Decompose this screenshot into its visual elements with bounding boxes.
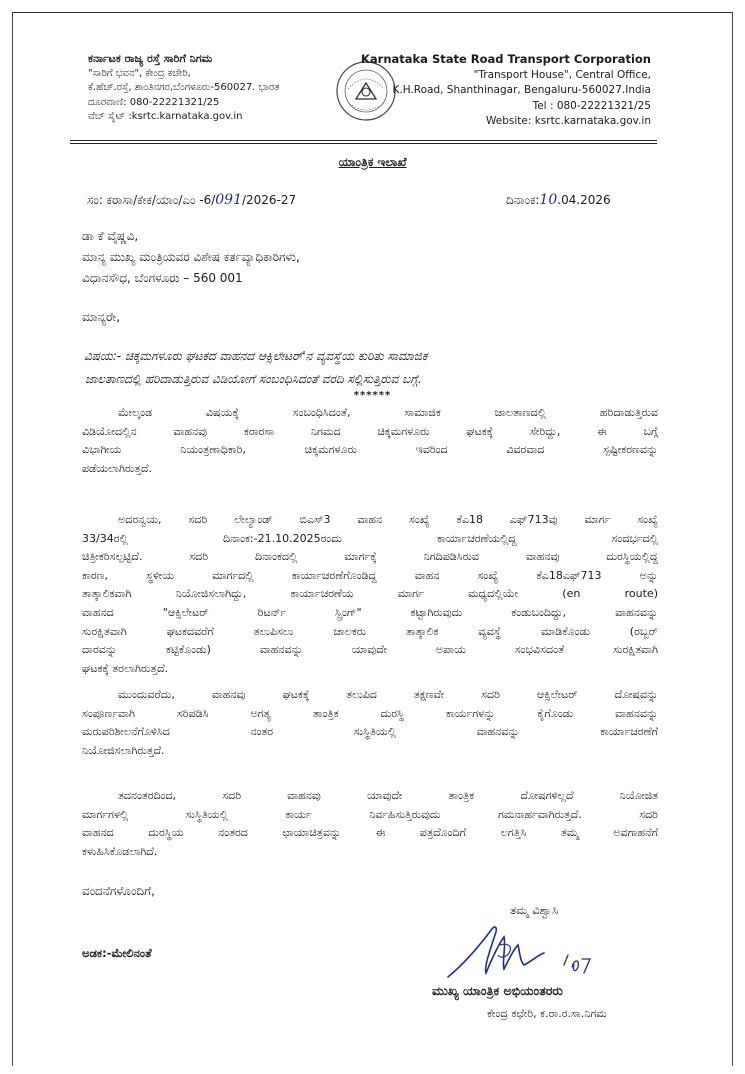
paragraph-line: ಸಂಪೂರ್ಣವಾಗಿ ಸರಿಪಡಿಸಿ ಅಗತ್ಯ ತಾಂತ್ರಿಕ ದುರಸ್ಥಿ ಕಾರ್ಯಗಳನ್ನು ಕೈಗೊಂಡು ವಾಹನವನ್ನು <box>82 706 658 720</box>
header-divider-2 <box>70 143 657 144</box>
paragraph-line: ಪಡೆಯಲಾಗಿರುತ್ತದೆ. <box>82 461 153 475</box>
signatory-title: ಮುಖ್ಯ ಯಾಂತ್ರಿಕ ಅಭಿಯಂತರರು <box>432 983 563 998</box>
paragraph-4 <box>82 787 658 861</box>
paragraph-line: ಕಾರಣ, ಸ್ಥಳೀಯ ಮಾರ್ಗದಲ್ಲಿ ಕಾರ್ಯಾಚರಣೆಗೊಂಡಿದ್ದ ವಾಹನ ಸಂಖ್ಯೆ ಕೆಎ18ಎಫ್713 ಅನ್ನು <box>82 568 658 582</box>
subject-line: ವಿಷಯ:- ಚಿಕ್ಕಮಗಳೂರು ಘಟಕದ ವಾಹನದ ಆಕ್ಸಿಲೇಟರ್'ನ ವ್ಯವಸ್ಥೆಯ ಕುರಿತು ಸಾಮಾಜಿಕ <box>84 349 428 363</box>
reference-number <box>87 192 296 208</box>
paragraph-line: ದಾರವನ್ನು ಕಟ್ಟಿಕೊಂಡು) ವಾಹನವನ್ನು ಯಾವುದೇ ಅಪಾಯ ಸಂಭವಿಸದಂತೆ ಸುರಕ್ಷಿತವಾಗಿ <box>82 643 658 657</box>
paragraph-line: ಚಿತ್ರೀಕರಿಸಲ್ಪಟ್ಟಿದೆ. ಸದರಿ ದಿನಾಂಕದಲ್ಲಿ ಮಾರ್ಗಕ್ಕೆ ನಿಗದಿಪಡಿಸಿರುವ ವಾಹನವು ದುರಸ್ಥಿಯಲ್ಲಿದ್ದ <box>82 550 658 564</box>
paragraph-line: ವಿಭಾಗೀಯ ನಿಯಂತ್ರಣಾಧಿಕಾರಿ, ಚಿಕ್ಕಮಗಳೂರು ಇವರಿಂದ ವಿವರವಾದ ಸ್ಪಷ್ಟೀಕರಣವನ್ನು <box>82 443 658 457</box>
salutation: ಮಾನ್ಯರೇ, <box>82 310 121 324</box>
paragraph-3 <box>82 686 658 760</box>
paragraph-line: ಕಳುಹಿಸಿಕೊಡಲಾಗಿದೆ. <box>82 844 158 858</box>
org-name-english: Karnataka State Road Transport Corporation <box>360 52 651 66</box>
paragraph-line: ಮೇಲ್ಕಂಡ ವಿಷಯಕ್ಕೆ ಸಂಬಂಧಿಸಿದಂತೆ, ಸಾಮಾಜಿಕ ಜಾಲತಾಣದಲ್ಲಿ ಹರಿದಾಡುತ್ತಿರುವ <box>118 406 658 419</box>
header-divider <box>70 140 657 141</box>
paragraph-line: 33/34ರಲ್ಲಿ ದಿನಾಂಕ:-21.10.2025ರಂದು ಕಾರ್ಯಾಚರಣೆಯಲ್ಲಿದ್ದ ಸಂದರ್ಭದಲ್ಲಿ <box>82 531 658 545</box>
paragraph-line: ವಾಹನದ "ಆಕ್ಸಿಲೇಟರ್ ರಿಟರ್ನ್ ಸ್ಪ್ರಿಂಗ್" ಕಟ್ಟಾಗಿರುವುದು ಕಂಡುಬಂದಿದ್ದು, ವಾಹನವನ್ನು <box>82 605 658 619</box>
yours-faithfully: ತಮ್ಮ ವಿಶ್ವಾಸಿ <box>510 903 559 917</box>
org-name-kannada: ಕರ್ನಾಟಕ ರಾಜ್ಯ ರಸ್ತೆ ಸಾರಿಗೆ ನಿಗಮ <box>88 52 213 65</box>
enclosure-note: ಅಡಕ:-ಮೇಲಿನಂತೆ <box>82 946 152 960</box>
reference-handwritten: 091 <box>215 192 242 208</box>
paragraph-line: ಸುರಕ್ಷಿತವಾಗಿ ಘಟಕದವರೆಗೆ ತಲುಪಿಸಲು ಚಾಲಕರು ತಾತ್ಕಾಲಿಕ ವ್ಯವಸ್ಥೆ ಮಾಡಿಕೊಂಡು (ರಬ್ಬರ್ <box>82 624 658 638</box>
paragraph-line: ವಿಡಿಯೋದಲ್ಲಿನ ವಾಹನವು ಕರಾರಸಾ ನಿಗಮದ ಚಿಕ್ಕಮಗಳೂರು ಘಟಕಕ್ಕೆ ಸೇರಿದ್ದು, ಈ ಬಗ್ಗೆ <box>82 424 658 438</box>
address-kannada: ಕೆ.ಹೆಚ್.ರಸ್ತೆ, ಶಾಂತಿನಗರ,ಬೆಂಗಳೂರು-560027. ಭಾರತ <box>88 82 280 94</box>
paragraph-line: ಅದರನ್ವಯ, ಸದರಿ ಲೇಲ್ಯಾಂಡ್ ಬಿಎಸ್3 ವಾಹನ ಸಂಖ್ಯೆ ಕೆಎ18 ಎಫ್713ವು ಮಾರ್ಗ ಸಂಖ್ಯೆ <box>118 513 658 526</box>
paragraph-1 <box>82 404 658 478</box>
phone-english: Tel : 080-22221321/25 <box>532 99 651 112</box>
letter-date <box>506 192 611 208</box>
website-english: Website: ksrtc.karnataka.gov.in <box>486 115 651 127</box>
letterhead-left <box>88 52 318 125</box>
reference-suffix: /2026-27 <box>241 193 297 207</box>
page-border-right <box>732 12 733 1066</box>
addressee-designation: ಮಾನ್ಯ ಮುಖ್ಯ ಮಂತ್ರಿಯವರ ವಿಶೇಷ ಕರ್ತವ್ಯಾಧಿಕಾರಿಗಳು, <box>82 250 300 264</box>
paragraph-line: ಮುಂದುವರೆದು, ವಾಹನವು ಘಟಕಕ್ಕೆ ತಲುಪಿದ ತಕ್ಷಣವೇ ಸದರಿ ಆಕ್ಸಿಲೇಟರ್ ದೋಷವನ್ನು <box>118 688 658 701</box>
paragraph-line: ಘಟಕಕ್ಕೆ ತರಲಾಗಿರುತ್ತದೆ. <box>82 661 169 675</box>
address-english: K.H.Road, Shanthinagar, Bengaluru-560027.India <box>392 84 651 96</box>
addressee-address: ವಿಧಾನಸೌಧ, ಬೆಂಗಳೂರು – 560 001 <box>82 271 243 285</box>
paragraph-2 <box>82 511 658 678</box>
office-name-kannada: "ಸಾರಿಗೆ ಭವನ", ಕೇಂದ್ರ ಕಚೇರಿ, <box>88 67 191 79</box>
date-suffix: .04.2026 <box>557 193 611 207</box>
page-border-top <box>12 12 733 13</box>
page-border-left <box>12 12 13 1066</box>
paragraph-line: ಮಾರ್ಗಗಳಲ್ಲಿ ಸುಸ್ಥಿತಿಯಲ್ಲಿ ಕಾರ್ಯ ನಿರ್ವಹಿಸುತ್ತಿರುವುದು ಗಮನಾರ್ಹವಾಗಿರುತ್ತದೆ. ಸದರಿ <box>82 807 658 821</box>
signatory-office: ಕೇಂದ್ರ ಕಛೇರಿ, ಕ.ರಾ.ರ.ಸಾ.ನಿಗಮ <box>487 1007 607 1020</box>
closing: ವಂದನೆಗಳೊಂದಿಗೆ, <box>82 884 155 898</box>
department-title: ಯಾಂತ್ರಿಕ ಇಲಾಖೆ <box>338 155 407 169</box>
subject-block <box>84 345 662 391</box>
office-name-english: "Transport House", Central Office, <box>473 68 651 81</box>
paragraph-line: ತದನಂತರದಿಂದ, ಸದರಿ ವಾಹನವು ಯಾವುದೇ ತಾಂತ್ರಿಕ ದೋಷಗಳಿಲ್ಲದೆ ನಿಯೋಜಿತ <box>118 789 658 802</box>
date-label: ದಿನಾಂಕ: <box>506 193 540 207</box>
paragraph-line: ತಾತ್ಕಾಲಿಕವಾಗಿ ನಿಯೋಜಿಸಲಾಗಿದ್ದು, ಕಾರ್ಯಾಚರಣೆಯ ಮಾರ್ಗ ಮಧ್ಯದಲ್ಲಿಯೇ (en route) <box>82 587 658 601</box>
addressee-block <box>82 226 300 289</box>
paragraph-line: ಮರುಪರಿಶೀಲನೆಗೊಳಿಸಿದ ನಂತರ ಸುಸ್ಥಿತಿಯಲ್ಲಿ ವಾಹನವನ್ನು ಕಾರ್ಯಾಚರಣೆಗೆ <box>82 725 658 739</box>
paragraph-line: ನಿಯೋಜಿಸಲಾಗಿರುತ್ತದೆ. <box>82 743 165 757</box>
date-handwritten-day: 10 <box>539 192 558 208</box>
reference-prefix: ಸಂ: ಕರಾಸಾ/ಕೇಕ/ಯಾಂ/ಎಂ -6/ <box>87 193 216 207</box>
website-kannada: ವೆಬ್ ಸೈಟ್ :ksrtc.karnataka.gov.in <box>88 111 243 123</box>
separator: ****** <box>353 390 392 401</box>
paragraph-line: ವಾಹನದ ದುರಸ್ಥಿಯ ನಂತರದ ಛಾಯಾಚಿತ್ರವನ್ನು ಈ ಪತ್ರದೊಂದಿಗೆ ಲಗತ್ತಿಸಿ ತಮ್ಮ ಅವಗಾಹನೆಗೆ <box>82 826 658 840</box>
department-heading <box>0 155 745 170</box>
addressee-name: ಡಾ ಕೆ ವೈಷ್ಣವಿ, <box>82 229 139 243</box>
phone-kannada: ದೂರವಾಣಿ: 080-22221321/25 <box>88 96 220 108</box>
letterhead-right <box>351 52 651 130</box>
subject-line: ಜಾಲತಾಣದಲ್ಲಿ ಹರಿದಾಡುತ್ತಿರುವ ವಿಡಿಯೋಗೆ ಸಂಬಂಧಿಸಿದಂತೆ ವರದಿ ಸಲ್ಲಿಸುತ್ತಿರುವ ಬಗ್ಗೆ. <box>85 372 422 386</box>
